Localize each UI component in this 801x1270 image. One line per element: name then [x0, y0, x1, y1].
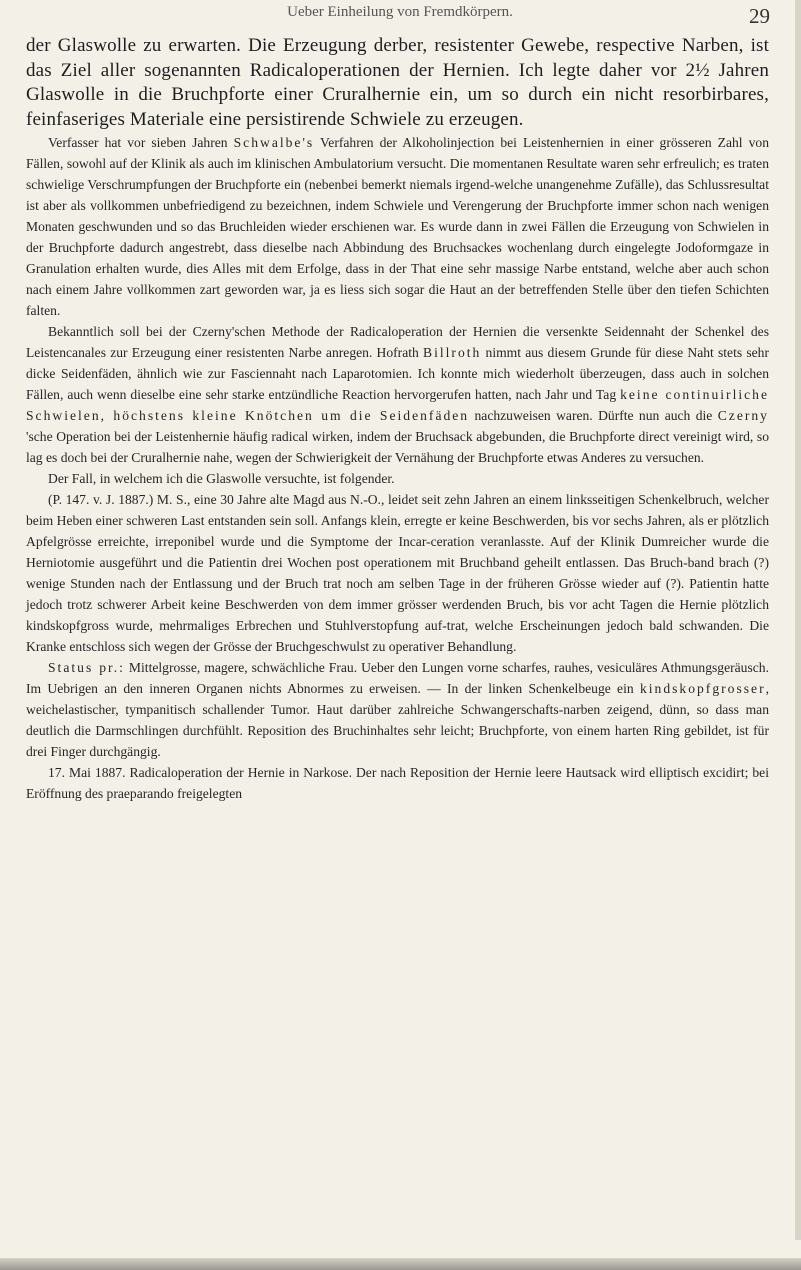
paragraph-alcohol-injection: [26, 132, 769, 321]
text-segment: Bekanntlich soll bei der Czerny'schen Methode der Radicaloperation der Hernien die versenkte Seidennaht der Schenkel des Leistencanales zur Erzeugung einer resistenten Narbe anregen. Hofrath: [26, 324, 769, 361]
paragraph-intro: der Glaswolle zu erwarten. Die Erzeugung derber, resistenter Gewebe, respective Narben, ist das Ziel aller sogenannten Radicaloperationen der Hernien. Ich legte daher vor 2½ Jahren Glaswolle in die Bruchpforte einer Cruralhernie ein, um so durch ein nicht resorbirbares, feinfaseriges Materiale eine persistirende Schwiele zu erzeugen.: [26, 35, 769, 130]
text-segment: nachzuweisen waren. Dürfte nun auch die: [469, 408, 718, 424]
text-segment: Mittelgrosse, magere, schwächliche Frau. Ueber den Lungen vorne scharfes, rauhes, vesiculäres Athmungsgeräusch. Im Uebrigen an den inneren Organen nichts Abnormes zu erweisen. — In der linken Schenkelbeuge ein: [26, 660, 769, 697]
status-label: Status pr.:: [48, 660, 125, 676]
paragraph-case-intro: Der Fall, in welchem ich die Glaswolle versuchte, ist folgender.: [48, 471, 395, 487]
running-head: [30, 4, 770, 28]
emphasis-text: keine continuirliche Schwielen, höchstens kleine Knötchen um die Seidenfäden: [26, 387, 769, 424]
page-number: 29: [749, 4, 770, 28]
text-segment: , weichelastischer, tympanitisch schallender Tumor. Haut darüber zahlreiche Schwangerschafts-narben zeigend, dünn, so dass man deutlich die Darmschlingen durchfühlt. Reposition des Bruchinhaltes sehr leicht; Bruchpforte, von einem harten Ring gebildet, ist für drei Finger durchgängig.: [26, 681, 769, 760]
person-name: Schwalbe's: [233, 135, 315, 151]
text-segment: 'sche Operation bei der Leistenhernie häufig radical wirken, indem der Bruchsack abgebunden, die Bruchpforte direct vereinigt wird, so lag es doch bei der Cruralhernie nahe, wegen der Schwierigkeit der Vernähung der Bruchpforte etwas Anderes zu versuchen.: [26, 429, 769, 466]
paragraph-czerny-method: [26, 321, 769, 468]
scan-bottom-shadow: [0, 1258, 801, 1270]
running-title: Ueber Einheilung von Fremdkörpern.: [287, 4, 513, 20]
paragraph-case-history: (P. 147. v. J. 1887.) M. S., eine 30 Jahre alte Magd aus N.-O., leidet seit zehn Jahren an einem linksseitigen Schenkelbruch, welcher beim Heben einer schweren Last entstanden sein soll. Anfangs klein, erregte er keine Beschwerden, bis vor sechs Jahren, als er plötzlich Apfelgrösse erreichte, irreponibel wurde und die Symptome der Incar-ceration veranlasste. Auf der Klinik Dumreicher wurde die Herniotomie ausgeführt und die Patientin drei Wochen post operationem mit Bruchband geheilt entlassen. Das Bruch-band brach (?) wenige Stunden nach der Entlassung und der Bruch trat noch am selben Tage in der früheren Grösse wieder auf (?). Patientin hatte jedoch trotz schwerer Arbeit keine Beschwerden von dem immer grösser werdenden Bruch, bis vor acht Tagen die Hernie plötzlich kindskopfgross wurde, mehrmaliges Erbrechen und Stuhlverstopfung auf-trat, welche Erscheinungen jedoch bald schwanden. Die Kranke entschloss sich wegen der Grösse der Bruchgeschwulst zu operativer Behandlung.: [26, 492, 769, 655]
person-name: Czerny: [717, 408, 769, 424]
person-name: Billroth: [423, 345, 482, 361]
emphasis-text: kindskopfgrosser: [639, 681, 766, 697]
paragraph-operation: 17. Mai 1887. Radicaloperation der Hernie in Narkose. Der nach Reposition der Hernie leere Hautsack wird elliptisch excidirt; bei Eröffnung des praeparando freigelegten: [26, 765, 769, 802]
text-segment: Verfahren der Alkoholinjection bei Leistenhernien in einer grösseren Zahl von Fällen, sowohl auf der Klinik als auch im klinischen Ambulatorium versucht. Die momentanen Resultate waren sehr erfreulich; es traten schwielige Verschrumpfungen der Bruchpforte ein (nebenbei bemerkt niemals irgend-welche unangenehme Zufälle), das Schlussresultat ist aber als vollkommen unbefriedigend zu bezeichnen, indem Schwiele und Verengerung der Bruchpforte immer schon nach wenigen Monaten geschwunden und so das Bruchleiden wieder erschienen war. Es wurde dann in zwei Fällen die Erzeugung von Schwielen in der Bruchpforte dadurch angestrebt, dass dieselbe nach Abbindung des Bruchsackes wochenlang durch eingelegte Jodoformgaze in Granulation erhalten wurde, dies Alles mit dem Erfolge, dass in der That eine sehr massige Narbe entstand, welche aber auch schon nach einem Jahre vollkommen zart geworden war, ja es liess sich sogar die Haut an der betreffenden Stelle über den tiefen Schichten falten.: [26, 135, 769, 319]
text-segment: Verfasser hat vor sieben Jahren: [48, 135, 234, 151]
paragraph-status: [26, 657, 769, 762]
page-edge: [795, 0, 801, 1240]
text-segment: nimmt aus diesem Grunde für diese Naht stets sehr dicke Seidenfäden, ähnlich wie zur Fasciennaht nach Laparotomien. Ich konnte mich wiederholt überzeugen, dass auch in solchen Fällen, auch wenn dieselbe eine sehr starke entzündliche Reaction hervorgerufen hatten, nach Jahr und Tag: [26, 345, 770, 403]
text-block: [26, 34, 769, 804]
